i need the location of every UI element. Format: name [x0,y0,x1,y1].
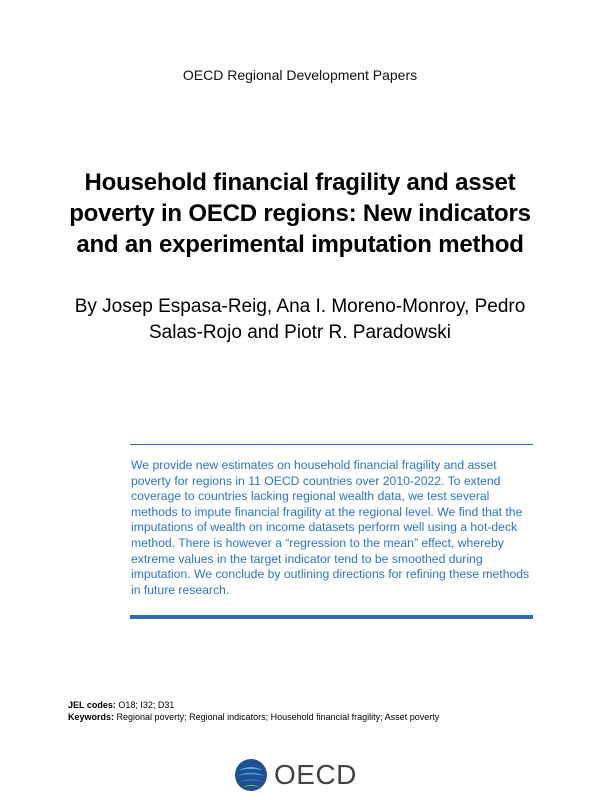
oecd-globe-icon [234,758,268,792]
jel-value: O18; I32; D31 [118,700,175,710]
jel-codes [68,699,439,711]
oecd-logo [234,757,374,793]
series-title: OECD Regional Development Papers [182,67,418,83]
keywords-value: Regional poverty; Regional indicators; Household financial fragility; Asset poverty [116,712,440,722]
abstract: We provide new estimates on household financial fragility and asset poverty for regions in 11 OECD countries over 2010-2022. To extend coverage to countries lacking regional wealth data, we test several methods to impute financial fragility at the regional level. We find that the imputations of wealth on income datasets perform well using a hot-deck method. There is however a “regression to the mean” effect, whereby extreme values in the target indicator tend to be smoothed during imputation. We conclude by outlining directions for refining these methods in future research. [131,458,530,597]
metadata [68,699,439,723]
oecd-logo-text: OECD [274,759,357,790]
abstract-bottom-divider [130,615,533,619]
keywords-label: Keywords: [68,712,115,722]
jel-label: JEL codes: [68,700,116,710]
abstract-top-divider [130,444,533,445]
paper-title: Household financial fragility and asset poverty in OECD regions: New indicators and an experimental imputation method [69,169,531,258]
authors: By Josep Espasa-Reig, Ana I. Moreno-Monroy, Pedro Salas-Rojo and Piotr R. Paradowski [74,296,526,343]
keywords [68,711,439,723]
